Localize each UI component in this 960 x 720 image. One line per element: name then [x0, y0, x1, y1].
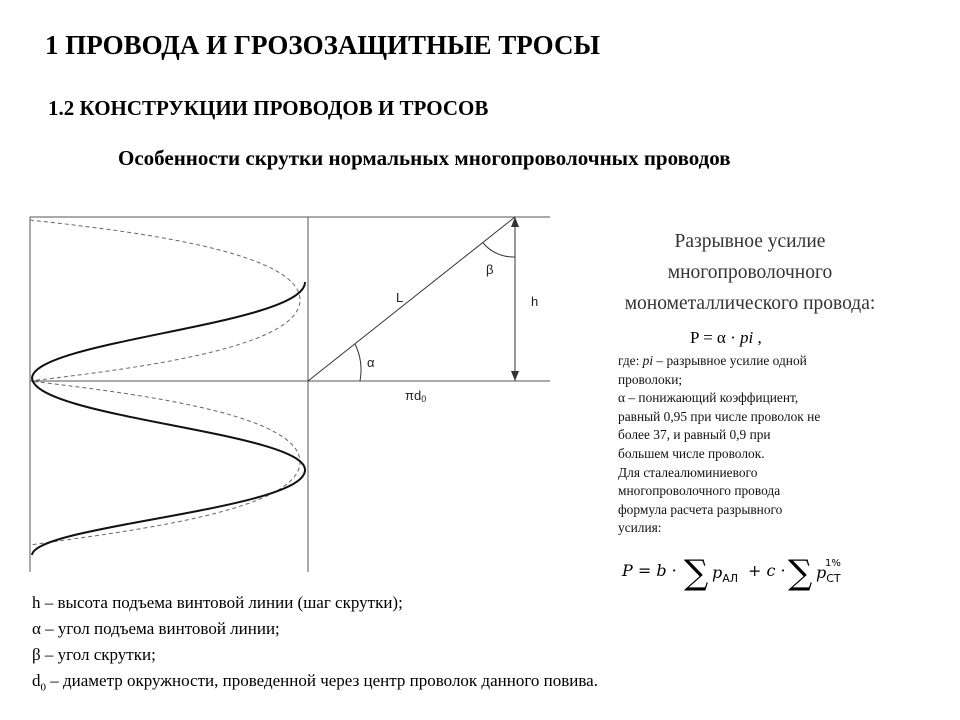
- formula2-mid: + c ·: [748, 561, 786, 580]
- note-line-8: формула расчета разрывного: [618, 501, 783, 517]
- formula2-lhs: P = b ·: [622, 561, 677, 580]
- formula2-p2: p: [816, 563, 827, 582]
- label-L: L: [396, 290, 404, 305]
- formula2-term1: [712, 563, 738, 585]
- note-line-6: Для сталеалюминиевого: [618, 464, 758, 480]
- breaking-force-heading-line1: Разрывное усилие: [674, 231, 826, 252]
- note-line-4: более 37, и равный 0,9 при: [618, 427, 771, 443]
- formula2-sub2: СТ: [826, 572, 841, 585]
- beta-angle-arc: [483, 243, 515, 257]
- note-line-2: α – понижающий коэффициент,: [618, 390, 799, 406]
- note-line-9: усилия:: [618, 520, 662, 536]
- topic-heading: Особенности скрутки нормальных многопроволочных проводов: [118, 146, 731, 170]
- label-h: h: [531, 294, 539, 309]
- definitions-list: [32, 590, 598, 700]
- twist-diagram: [0, 200, 560, 590]
- note-line-0: [618, 352, 878, 371]
- formula2-p1: p: [712, 563, 723, 582]
- note-where: где:: [618, 353, 643, 368]
- formula2-sum-2: ∑: [788, 553, 813, 593]
- formula2-sup2: 1%: [825, 558, 841, 569]
- formula2-sub1: АЛ: [722, 572, 739, 585]
- arrow-head-bottom: [511, 371, 519, 381]
- definition-beta: β – угол скрутки;: [32, 645, 156, 664]
- section-subtitle: 1.2 КОНСТРУКЦИИ ПРОВОДОВ И ТРОСОВ: [48, 96, 489, 120]
- definition-d0-main: d: [32, 671, 41, 690]
- helix-solid-curve: [32, 282, 305, 555]
- note-text-0: – разрывное усилие одной: [653, 353, 807, 368]
- formula2-sum-1: ∑: [684, 553, 709, 593]
- formula-prefix: P = α ·: [690, 328, 740, 347]
- breaking-force-heading: [590, 226, 910, 319]
- label-beta: β: [486, 262, 494, 277]
- note-line-1: проволоки;: [618, 371, 683, 387]
- alpha-angle-arc: [355, 344, 361, 381]
- definition-d0-rest: – диаметр окружности, проведенной через центр проволок данного повива.: [46, 671, 598, 690]
- definition-d0: [32, 668, 598, 700]
- definition-d0-sub: 0: [40, 681, 46, 694]
- note-pi: pi: [642, 353, 654, 368]
- note-line-3: равный 0,95 при числе проволок не: [618, 408, 821, 424]
- formula-steel-aluminum: [620, 546, 880, 596]
- note-line-7: многопроволочного провода: [618, 483, 781, 499]
- formula-pi: pi: [739, 328, 754, 347]
- label-pid0: [405, 388, 426, 404]
- label-pid0-main: πd: [405, 388, 422, 403]
- definition-alpha: α – угол подъема винтовой линии;: [32, 619, 280, 638]
- breaking-force-heading-line3: монометаллического провода:: [624, 293, 876, 314]
- formula-suffix: ,: [753, 328, 762, 347]
- formula-monometal: [690, 328, 762, 348]
- label-alpha: α: [367, 355, 375, 370]
- formula-notes: [618, 352, 878, 538]
- slide-title: 1 ПРОВОДА И ГРОЗОЗАЩИТНЫЕ ТРОСЫ: [45, 30, 600, 60]
- breaking-force-heading-line2: многопроволочного: [667, 262, 833, 283]
- label-pid0-sub: 0: [421, 394, 427, 404]
- note-line-5: большем числе проволок.: [618, 445, 765, 461]
- definition-h: h – высота подъема винтовой линии (шаг скрутки);: [32, 593, 403, 612]
- triangle-hypotenuse-L: [308, 217, 515, 381]
- arrow-head-top: [511, 217, 519, 227]
